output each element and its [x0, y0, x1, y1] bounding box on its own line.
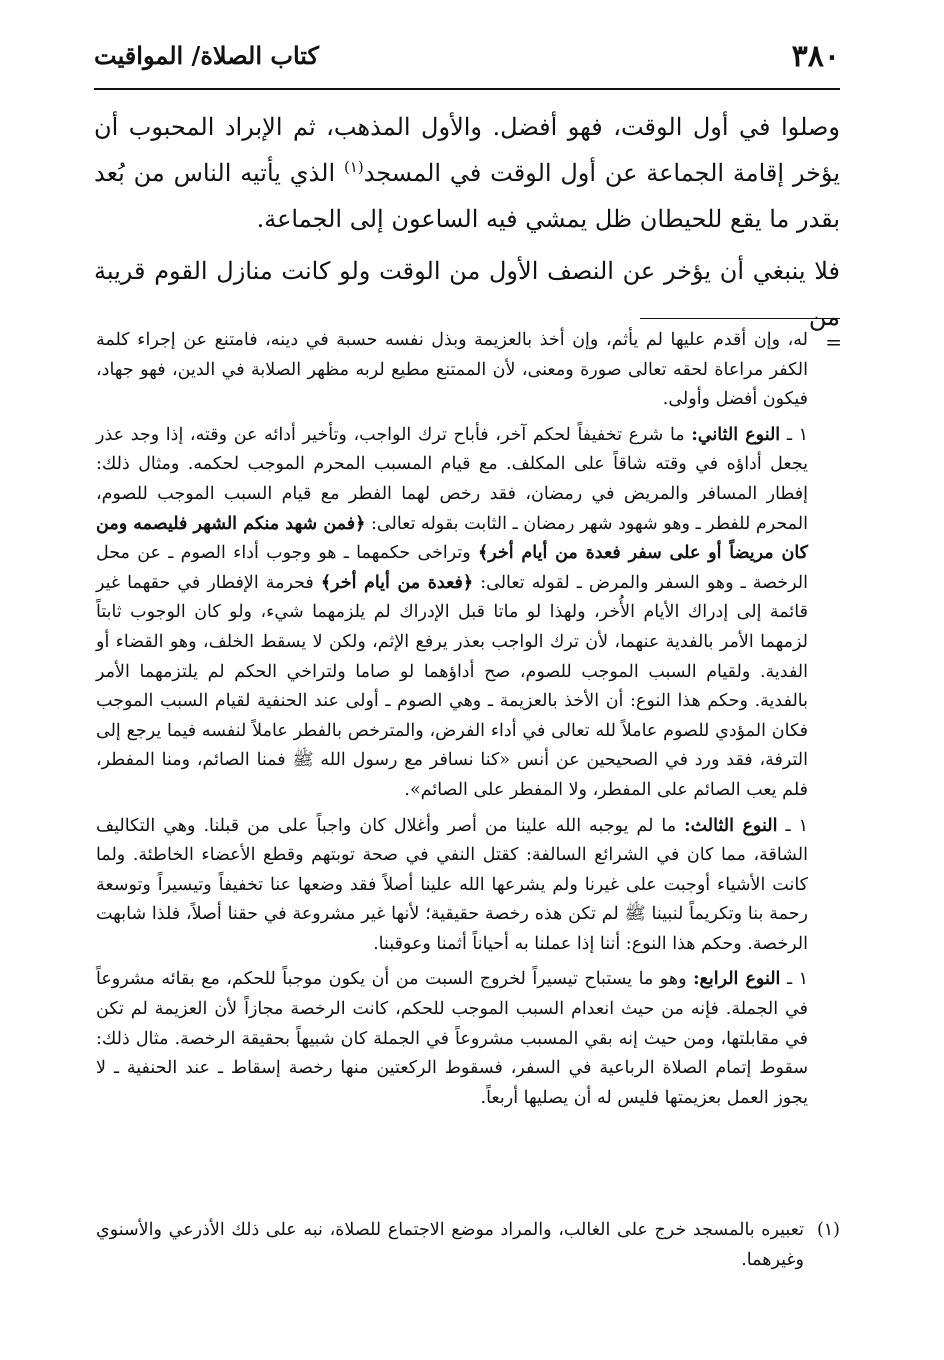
footnote-type-2-text-a: ما شرع تخفيفاً لحكم آخر، فأباح ترك الواجب، وتأخير أدائه عن وقته، إذا وجد عذر يجعل أداؤه في وقته شاقاً على المكلف. مع قيام المسبب المحرم الموجب لحكمه. ومثال ذلك: إفطار المسافر والمريض في رمضان، فقد رخص لهما الفطر مع قيام السبب الموجب للصوم، المحرم للفطر ـ وهو شهود شهر رمضان ـ الثابت بقوله تعالى:: [96, 424, 808, 534]
footnote-continuation-marker: =: [825, 330, 842, 354]
footnote-1-label: (١): [816, 1220, 840, 1240]
main-text: [94, 104, 840, 340]
main-paragraph-1: [94, 104, 840, 242]
main-paragraph-1-end: الذي يأتيه الناس من بُعد بقدر ما يقع للحيطان ظل يمشي فيه الساعون إلى الجماعة.: [94, 159, 840, 233]
footnote-type-3: [96, 812, 808, 960]
footnote-type-2-heading: النوع الثاني:: [691, 424, 781, 445]
footnote-reference: (١): [343, 158, 364, 176]
main-paragraph-1-text: وصلوا في أول الوقت، فهو أفضل. والأول المذهب، ثم الإبراد المحبوب أن يؤخر إقامة الجماعة عن أول الوقت في المسجد: [94, 113, 840, 187]
footnote-type-3-number: ١ ـ: [785, 815, 808, 836]
footnote-1-text: تعبيره بالمسجد خرج على الغالب، والمراد موضع الاجتماع للصلاة، نبه على ذلك الأذرعي والأسنوي وغيرهما.: [96, 1220, 804, 1270]
footnote-1: [96, 1216, 840, 1275]
main-paragraph-2: فلا ينبغي أن يؤخر عن النصف الأول من الوقت ولو كانت منازل القوم قريبة من: [94, 257, 840, 331]
footnote-type-2: [96, 421, 808, 806]
footnote-type-4-heading: النوع الرابع:: [693, 969, 781, 990]
page-number: ٣٨٠: [791, 39, 840, 74]
footnote-type-4-number: ١ ـ: [786, 969, 808, 990]
footnote-type-4: [96, 965, 808, 1113]
footnote-type-2-text-c: فحرمة الإفطار في حقهما غير قائمة إلى إدراك الأيام الأُخر، ولهذا لو ماتا قبل الإدراك لم يلزمهما شيء، ولو كان الوجوب ثابتاً لزمهما الأمر بالفدية عنهما، لأن ترك الواجب بعذر يرفع الإثم، ولكن لا يسقط الخلف، وهو القضاء أو الفدية. ولقيام السبب الموجب للصوم، صح أداؤهما لو صاما ولتراخي الحكم لم يلتزمهما الأمر بالفدية. وحكم هذا النوع: أن الأخذ بالعزيمة ـ وهي الصوم ـ أولى عند الحنفية لقيام السبب الموجب فكان المؤدي للصوم عاملاً لله تعالى في أداء الفرض، والمترخص بالفطر عاملاً لنفسه فيما يرجع إلى الترفة، فقد ورد في الصحيحين عن أنس «كنا نسافر مع رسول الله ﷺ فمنا الصائم، ومنا المفطر، فلم يعب الصائم على المفطر، ولا المفطر على الصائم».: [96, 572, 808, 800]
footnotes-block: [96, 326, 808, 1119]
footnote-separator: [640, 318, 840, 319]
footnote-type-2-text-b: وتراخى حكمهما ـ هو وجوب أداء الصوم ـ عن محل الرخصة ـ وهو السفر والمرض ـ لقوله تعالى:: [96, 543, 808, 593]
footnote-type-3-heading: النوع الثالث:: [684, 815, 778, 836]
footnote-type-2-number: ١ ـ: [786, 424, 808, 445]
footnote-type-4-text: وهو ما يستباح تيسيراً لخروج السبت من أن يكون موجباً للحكم، مع بقائه مشروعاً في الجملة. فإنه من حيث انعدام السبب الموجب للحكم، كانت الرخصة مجازاً لأن العزيمة لم تكن في مقابلتها، ومن حيث إنه بقي المسبب مشروعاً في الجملة كان شبيهاً بحقيقة الرخصة. مثال ذلك: سقوط إتمام الصلاة الرباعية في السفر، فسقوط الركعتين منها رخصة إسقاط ـ عند الحنفية ـ لا يجوز العمل بعزيمتها فليس له أن يصليها أربعاً.: [96, 969, 808, 1108]
footnote-continuation: له، وإن أقدم عليها لم يأثم، وإن أخذ بالعزيمة وبذل نفسه حسبة في دينه، فامتنع عن إجراء كلمة الكفر مراعاة لحقه تعالى صورة ومعنى، لأن الممتنع مطيع لربه مظهر الصلابة في الدين، فهو جهاد، فيكون أفضل وأولى.: [96, 330, 808, 410]
quran-verse-1: ﴿فمن شهد منكم الشهر فليصمه ومن كان مريضاً أو على سفر فعدة من أيام أخر﴾: [96, 513, 808, 564]
footnote-type-3-text: ما لم يوجبه الله علينا من أصر وأغلال كان واجباً على من قبلنا. وهي التكاليف الشاقة، مما كان في الشرائع السالفة: كقتل النفي في صحة توبتهم وقطع الأعضاء الخاطئة. ولما كانت الأشياء أوجبت على غيرنا ولم يشرعها الله علينا أصلاً فقد وضعها عنا تخفيفاً وتيسيراً وتوسعة رحمة بنا وتكريماً لنبينا ﷺ لم تكن هذه رخصة حقيقية؛ لأنها غير مشروعة في حقنا أصلاً، فلذا شابهت الرخصة. وحكم هذا النوع: أننا إذا عملنا به أحياناً أثمنا وعوقبنا.: [96, 815, 808, 954]
running-title: كتاب الصلاة/ المواقيت: [94, 41, 319, 70]
quran-verse-2: ﴿فعدة من أيام أخر﴾: [320, 572, 474, 593]
page-header: [94, 36, 840, 90]
